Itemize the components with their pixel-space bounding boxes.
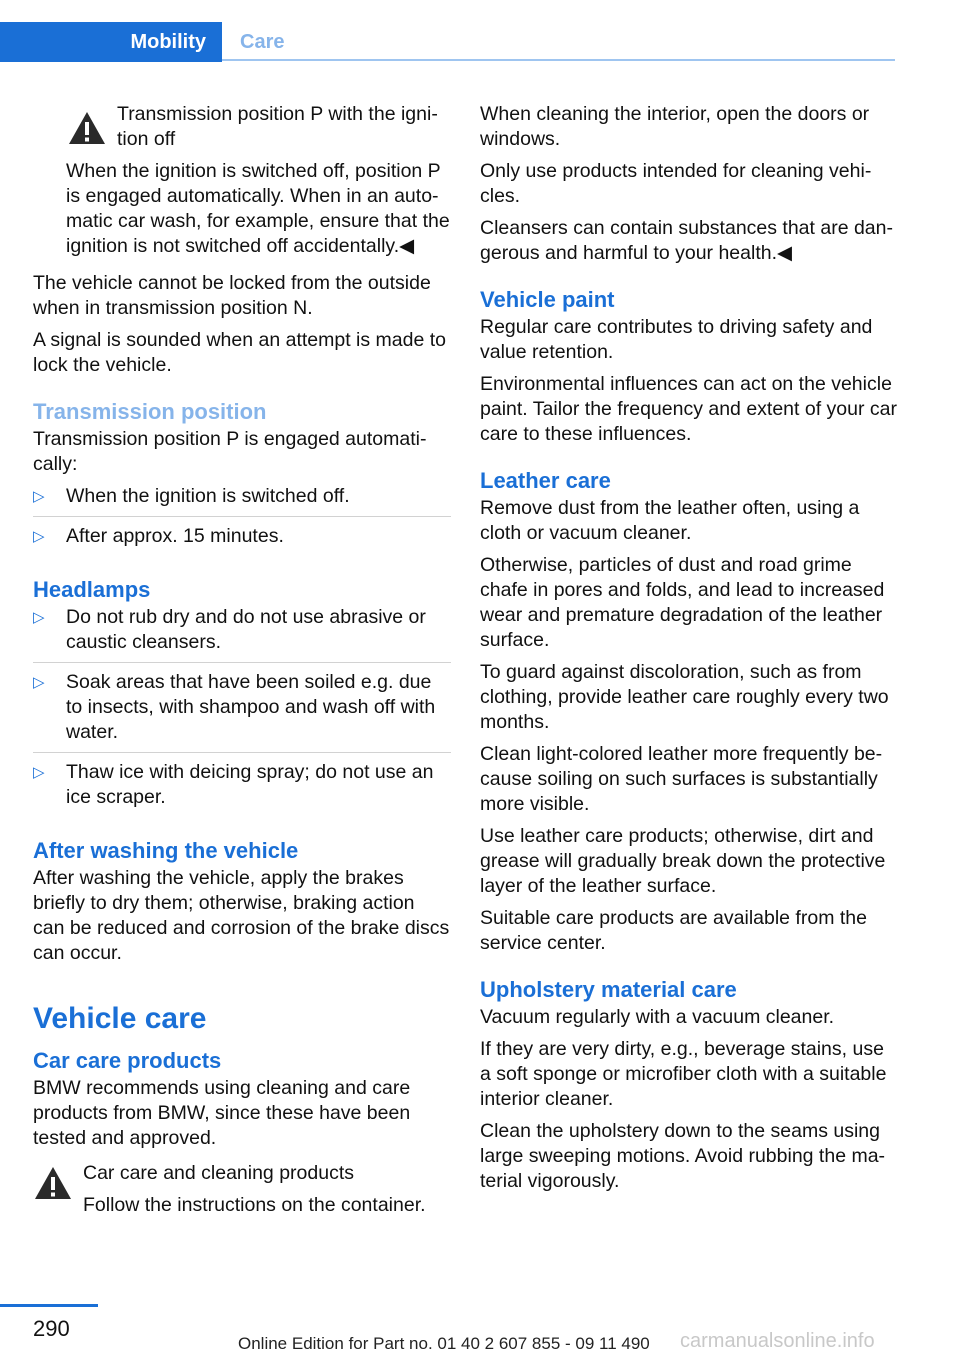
heading-upholstery: Upholstery material care <box>480 977 737 1002</box>
triangle-bullet-icon: ▷ <box>33 609 45 626</box>
heading-transmission-position: Transmission position <box>33 399 267 424</box>
section-after-washing <box>33 836 451 966</box>
heading-car-care-products: Car care products <box>33 1048 222 1073</box>
warning-body: When the ignition is switched off, position P is engaged automatically. When in an auto-matic car wash, for example, ensure that the ignition is not switched off accidentally.◀ <box>66 160 450 257</box>
tab-underline <box>222 59 895 61</box>
tab-care-label: Care <box>240 30 285 53</box>
heading-vehicle-paint: Vehicle paint <box>480 287 615 312</box>
triangle-bullet-icon: ▷ <box>33 764 45 781</box>
paragraph: Clean the upholstery down to the seams using large sweeping motions. Avoid rubbing the ma-terial vigorously. <box>480 1120 886 1192</box>
paragraph-locked-outside: The vehicle cannot be locked from the outside when in transmission position N. <box>33 272 431 319</box>
heading-vehicle-care: Vehicle care <box>33 1002 207 1035</box>
cleansers-text: Cleansers can contain substances that are dan-gerous and harmful to your health.◀ <box>480 217 893 264</box>
warning-body: Follow the instructions on the container. <box>83 1194 426 1216</box>
paragraph: Remove dust from the leather often, using a cloth or vacuum cleaner. <box>480 497 860 544</box>
warning-transmission-p <box>33 102 451 152</box>
tab-care[interactable] <box>240 22 284 62</box>
triangle-bullet-icon: ▷ <box>33 528 45 545</box>
warning-triangle-icon <box>67 110 107 146</box>
transmission-list <box>33 484 451 556</box>
section-headlamps <box>33 575 451 817</box>
tab-mobility[interactable] <box>0 22 222 62</box>
interior-cleaning-text: When cleaning the interior, open the doors or windows. <box>480 103 870 150</box>
right-column <box>480 102 900 1201</box>
warning-title <box>117 102 451 152</box>
section-upholstery <box>480 975 900 1194</box>
section-car-care-products <box>33 1046 451 1151</box>
list-item <box>33 760 451 817</box>
list-item-text: Soak areas that have been soiled e.g. due to insects, with shampoo and wash off with water. <box>66 671 436 743</box>
list-item-text: Do not rub dry and do not use abrasive or caustic cleansers. <box>66 606 426 653</box>
list-item <box>33 670 451 753</box>
paragraph: Otherwise, particles of dust and road grime chafe in pores and folds, and lead to increased wear and premature degradation of the leather surface. <box>480 554 885 651</box>
heading-after-washing: After washing the vehicle <box>33 838 299 863</box>
section-leather-care <box>480 466 900 956</box>
page-number: 290 <box>33 1316 70 1341</box>
paragraph: Use leather care products; otherwise, dirt and grease will gradually break down the protective layer of the leather surface. <box>480 825 886 897</box>
paragraph: Regular care contributes to driving safety and value retention. <box>480 316 873 363</box>
paragraph: If they are very dirty, e.g., beverage stains, use a soft sponge or microfiber cloth with a suitable interior cleaner. <box>480 1038 887 1110</box>
online-edition-text: Online Edition for Part no. 01 40 2 607 855 - 09 11 490 <box>238 1334 650 1353</box>
list-item-text: After approx. 15 minutes. <box>66 525 284 547</box>
paragraph: Environmental influences can act on the vehicle paint. Tailor the frequency and extent of your car care to these influences. <box>480 373 897 445</box>
heading-headlamps: Headlamps <box>33 577 151 602</box>
list-item <box>33 605 451 663</box>
warning-title-line1: Transmission position P with the igni- <box>117 103 438 125</box>
warning-title: Car care and cleaning products <box>83 1162 354 1184</box>
list-item-text: Thaw ice with deicing spray; do not use an ice scraper. <box>66 761 434 808</box>
left-column <box>33 102 451 1225</box>
products-text: Only use products intended for cleaning vehi-cles. <box>480 160 872 207</box>
headlamps-list <box>33 605 451 817</box>
list-item-text: When the ignition is switched off. <box>66 485 350 507</box>
watermark: carmanualsonline.info <box>680 1330 875 1352</box>
heading-leather-care: Leather care <box>480 468 611 493</box>
section-transmission-position <box>33 397 451 556</box>
section-vehicle-paint <box>480 285 900 447</box>
footer-accent-bar <box>0 1304 98 1307</box>
car-care-products-text: BMW recommends using cleaning and care products from BMW, since these have been tested and approved. <box>33 1077 411 1149</box>
paragraph-signal: A signal is sounded when an attempt is made to lock the vehicle. <box>33 329 447 376</box>
warning-car-care <box>33 1161 451 1218</box>
list-item <box>33 484 451 517</box>
warning-triangle-icon <box>33 1165 73 1201</box>
triangle-bullet-icon: ▷ <box>33 674 45 691</box>
paragraph: Suitable care products are available from the service center. <box>480 907 867 954</box>
triangle-bullet-icon: ▷ <box>33 488 45 505</box>
list-item <box>33 524 451 556</box>
section-vehicle-care <box>33 998 451 1040</box>
chapter-tabs <box>0 0 895 62</box>
paragraph: Clean light-colored leather more frequently be-cause soiling on such surfaces is substantially more visible. <box>480 743 883 815</box>
after-washing-text: After washing the vehicle, apply the brakes briefly to dry them; otherwise, braking action can be reduced and corrosion of the brake discs can occur. <box>33 867 450 964</box>
warning-title-line2: tion off <box>117 128 176 150</box>
tab-mobility-label: Mobility <box>130 30 206 53</box>
transmission-text: Transmission position P is engaged automati-cally: <box>33 428 427 475</box>
paragraph: Vacuum regularly with a vacuum cleaner. <box>480 1006 835 1028</box>
paragraph: To guard against discoloration, such as from clothing, provide leather care roughly every two months. <box>480 661 889 733</box>
